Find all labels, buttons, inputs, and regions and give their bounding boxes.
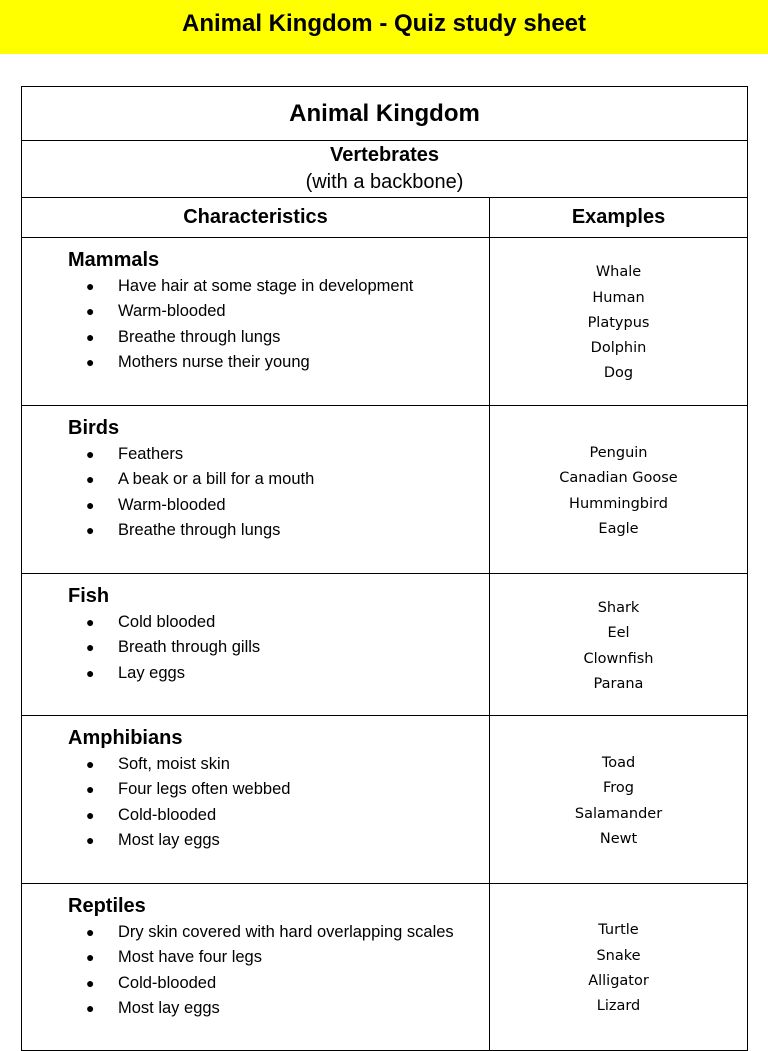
example-item: Salamander: [574, 805, 663, 822]
example-item: Eagle: [598, 520, 639, 537]
table-row: [22, 406, 748, 574]
table-subtitle-cell: [22, 141, 748, 198]
trait-item: ● A beak or a bill for a mouth: [68, 467, 489, 492]
bullet-icon: ●: [86, 328, 95, 345]
example-item: Whale: [595, 264, 642, 281]
example-item: Alligator: [588, 973, 649, 989]
bullet-icon: ●: [86, 999, 95, 1016]
trait-item: ● Soft, moist skin: [68, 752, 489, 777]
trait-item: ● Most lay eggs: [68, 828, 489, 853]
trait-item: ● Four legs often webbed: [68, 777, 489, 802]
trait-item: ● Cold blooded: [68, 610, 489, 635]
example-item: Newt: [599, 830, 638, 847]
characteristics-cell: [22, 884, 490, 1051]
example-list: [490, 751, 747, 852]
examples-cell: [490, 884, 748, 1051]
table-row: [22, 574, 748, 716]
trait-item: ● Breathe through lungs: [68, 518, 489, 543]
trait-list: [68, 274, 489, 375]
trait-item: ● Dry skin covered with hard overlapping scales: [68, 920, 489, 945]
examples-cell: [490, 574, 748, 716]
bullet-icon: ●: [86, 949, 95, 966]
example-item: Hummingbird: [569, 495, 668, 512]
example-item: Lizard: [596, 998, 641, 1015]
example-item: Canadian Goose: [559, 470, 678, 487]
class-name-amphibians: Amphibians: [68, 727, 183, 749]
bullet-icon: ●: [86, 924, 95, 940]
table-row: [22, 238, 748, 406]
trait-list: [68, 442, 489, 543]
bullet-icon: ●: [86, 756, 95, 772]
trait-item: ● Warm-blooded: [68, 299, 489, 324]
example-item: Clownfish: [583, 650, 654, 667]
bullet-icon: ●: [86, 639, 95, 656]
bullet-icon: ●: [86, 353, 95, 370]
column-header-examples: Examples: [490, 198, 748, 238]
table-subtitle-note: (with a backbone): [305, 171, 464, 193]
page-title: Animal Kingdom - Quiz study sheet: [181, 10, 587, 37]
bullet-icon: ●: [86, 471, 95, 488]
trait-item: ● Cold-blooded: [68, 971, 489, 996]
bullet-icon: ●: [86, 974, 95, 991]
trait-item: ● Warm-blooded: [68, 493, 489, 518]
trait-item: ● Mothers nurse their young: [68, 350, 489, 375]
trait-item: ● Feathers: [68, 442, 489, 467]
bullet-icon: ●: [86, 806, 95, 823]
example-list: [490, 596, 747, 697]
trait-item: ● Cold-blooded: [68, 803, 489, 828]
example-item: Turtle: [598, 922, 639, 939]
table-title: Animal Kingdom: [22, 87, 748, 141]
trait-item: ● Lay eggs: [68, 661, 489, 686]
trait-list: [68, 610, 489, 686]
table-row: [22, 884, 748, 1051]
example-item: Parana: [593, 675, 644, 692]
table-subtitle: Vertebrates: [330, 144, 439, 166]
bullet-icon: ●: [86, 303, 95, 320]
examples-cell: [490, 406, 748, 574]
example-item: Platypus: [587, 314, 650, 331]
trait-item: ● Breath through gills: [68, 635, 489, 660]
bullet-icon: ●: [86, 446, 95, 462]
class-name-reptiles: Reptiles: [68, 895, 146, 917]
bullet-icon: ●: [86, 521, 95, 538]
example-list: [490, 260, 747, 386]
example-item: Dolphin: [590, 340, 647, 357]
trait-item: ● Most lay eggs: [68, 996, 489, 1021]
example-item: Penguin: [589, 444, 648, 461]
example-item: Snake: [596, 947, 641, 964]
trait-item: ● Have hair at some stage in development: [68, 274, 489, 299]
class-name-birds: Birds: [68, 417, 120, 439]
column-header-characteristics: Characteristics: [22, 198, 490, 238]
bullet-icon: ●: [86, 278, 95, 294]
trait-item: ● Breathe through lungs: [68, 325, 489, 350]
bullet-icon: ●: [86, 496, 95, 513]
examples-cell: [490, 716, 748, 884]
trait-list: [68, 920, 489, 1021]
example-item: Toad: [601, 754, 636, 771]
example-item: Frog: [603, 780, 635, 797]
class-name-fish: Fish: [68, 585, 110, 607]
characteristics-cell: [22, 238, 490, 406]
characteristics-cell: [22, 574, 490, 716]
example-list: [490, 441, 747, 542]
example-item: Human: [592, 289, 645, 306]
animal-kingdom-table: [21, 86, 748, 1051]
class-name-mammals: Mammals: [68, 249, 160, 271]
example-list: [490, 918, 747, 1019]
bullet-icon: ●: [86, 664, 95, 681]
example-item: Shark: [597, 599, 640, 616]
examples-cell: [490, 238, 748, 406]
header-banner: [0, 0, 768, 54]
trait-list: [68, 752, 489, 853]
characteristics-cell: [22, 716, 490, 884]
example-item: Dog: [603, 365, 634, 382]
characteristics-cell: [22, 406, 490, 574]
table-row: [22, 716, 748, 884]
example-item: Eel: [607, 625, 630, 642]
bullet-icon: ●: [86, 614, 95, 630]
trait-item: ● Most have four legs: [68, 945, 489, 970]
bullet-icon: ●: [86, 831, 95, 848]
bullet-icon: ●: [86, 781, 95, 798]
